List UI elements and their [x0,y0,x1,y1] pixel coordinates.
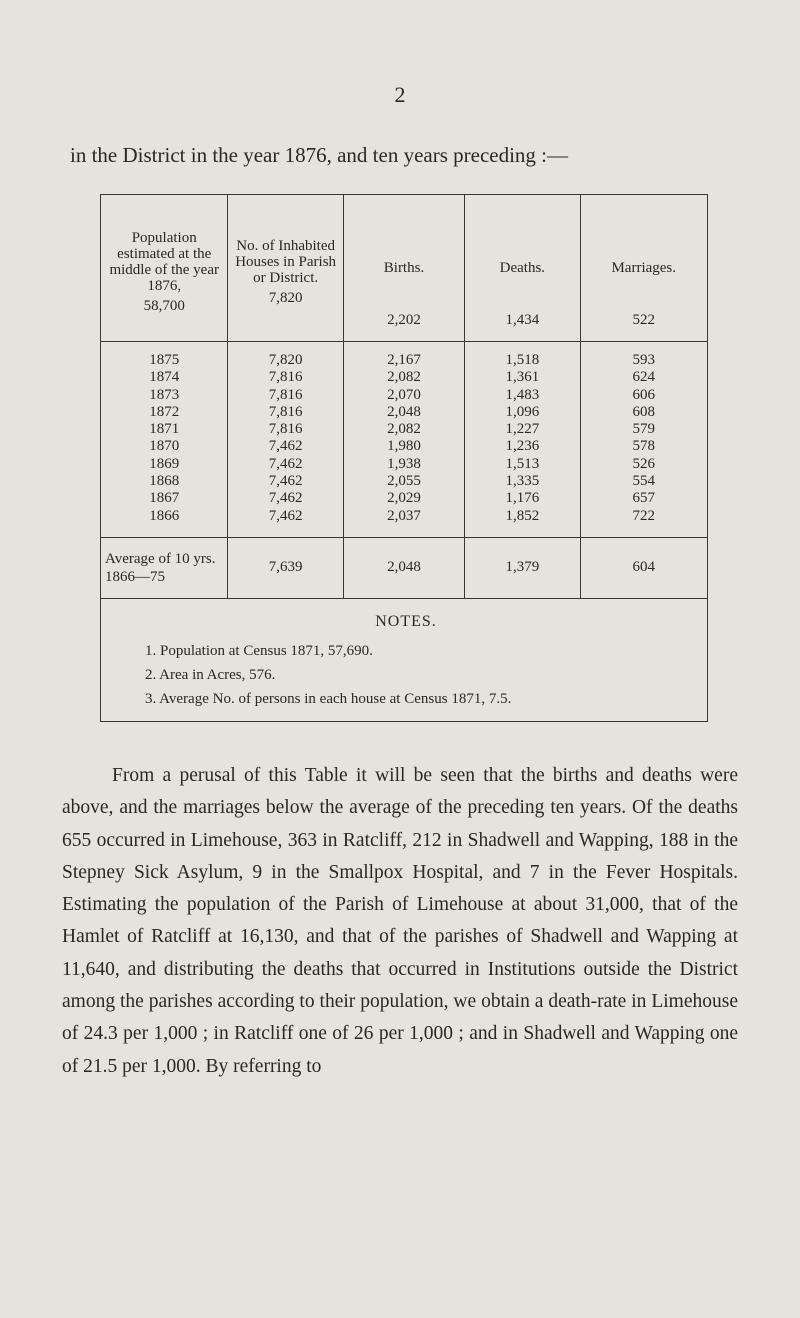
year-cell: 1871 [101,421,228,438]
average-row [101,537,708,598]
header-label: Marriages. [611,260,677,276]
table-row [101,387,708,404]
header-value: 58,700 [143,298,185,314]
table-row [101,490,708,507]
houses-cell: 7,816 [228,369,343,386]
header-marriages [580,195,707,342]
average-deaths: 1,379 [465,537,580,598]
marriages-cell: 657 [580,490,707,507]
deaths-cell: 1,518 [465,342,580,370]
births-cell: 1,938 [343,456,464,473]
table-row [101,421,708,438]
header-deaths [465,195,580,342]
births-cell: 2,167 [343,342,464,370]
marriages-cell: 722 [580,508,707,538]
births-cell: 2,029 [343,490,464,507]
average-births: 2,048 [343,537,464,598]
year-cell: 1870 [101,438,228,455]
deaths-cell: 1,176 [465,490,580,507]
deaths-cell: 1,852 [465,508,580,538]
houses-cell: 7,462 [228,508,343,538]
marriages-cell: 608 [580,404,707,421]
marriages-cell: 606 [580,387,707,404]
marriages-cell: 578 [580,438,707,455]
notes-section [101,598,708,721]
header-population [101,195,228,342]
marriages-cell: 593 [580,342,707,370]
houses-cell: 7,816 [228,421,343,438]
header-births [343,195,464,342]
body-paragraph: From a perusal of this Table it will be seen that the births and deaths were above, and the marriages below the average of the preceding ten years. Of the deaths 655 occurred in Limehouse, 363 in Ratcliff, 212 in Shadwell and Wapping, 188 in the Stepney Sick Asylum, 9 in the Smallpox Hospital, and 7 in the Fever Hospitals. Estimating the population of the Parish of Limehouse at about 31,000, that of the Hamlet of Ratcliff at 16,130, and that of the parishes of Shadwell and Wapping at 11,640, and distributing the deaths that occurred in Institutions outside the District among the parishes according to their population, we obtain a death-rate in Limehouse of 24.3 per 1,000 ; in Ratcliff one of 26 per 1,000 ; and in Shadwell and Wapping one of 21.5 per 1,000. By referring to [62,765,738,1077]
deaths-cell: 1,513 [465,456,580,473]
note-item: 1. Population at Census 1871, 57,690. [145,642,373,659]
header-value: 2,202 [387,312,421,328]
table-row [101,369,708,386]
header-value: 7,820 [268,290,303,306]
intro-line: in the District in the year 1876, and ten years preceding :— [70,143,569,167]
year-cell: 1875 [101,342,228,370]
note-item: 3. Average No. of persons in each house at Census 1871, 7.5. [145,690,512,707]
year-cell: 1868 [101,473,228,490]
deaths-cell: 1,227 [465,421,580,438]
table-header-row [101,195,708,342]
table-row [101,508,708,538]
year-cell: 1867 [101,490,228,507]
year-cell: 1872 [101,404,228,421]
year-cell: 1869 [101,456,228,473]
houses-cell: 7,462 [228,473,343,490]
deaths-cell: 1,483 [465,387,580,404]
births-cell: 2,070 [343,387,464,404]
births-cell: 2,082 [343,369,464,386]
marriages-cell: 554 [580,473,707,490]
statistics-table [100,194,708,722]
marriages-cell: 579 [580,421,707,438]
deaths-cell: 1,236 [465,438,580,455]
table-row [101,456,708,473]
notes-title: NOTES. [375,612,437,630]
header-value: 522 [632,312,655,328]
header-label: Population estimated at the middle of the year 1876, [109,230,219,294]
year-cell: 1873 [101,387,228,404]
year-cell: 1866 [101,508,228,538]
births-cell: 2,055 [343,473,464,490]
table-row [101,473,708,490]
births-cell: 1,980 [343,438,464,455]
average-marriages: 604 [580,537,707,598]
header-label: Deaths. [499,260,546,276]
average-label: Average of 10 yrs. 1866—75 [101,537,228,598]
deaths-cell: 1,361 [465,369,580,386]
table-row [101,342,708,370]
houses-cell: 7,462 [228,490,343,507]
header-label: No. of Inhabited Houses in Parish or District. [235,238,337,286]
average-houses: 7,639 [228,537,343,598]
houses-cell: 7,816 [228,404,343,421]
year-cell: 1874 [101,369,228,386]
header-houses [228,195,343,342]
births-cell: 2,048 [343,404,464,421]
header-label: Births. [383,260,425,276]
page-number: 2 [394,82,406,107]
marriages-cell: 624 [580,369,707,386]
houses-cell: 7,462 [228,456,343,473]
houses-cell: 7,820 [228,342,343,370]
note-item: 2. Area in Acres, 576. [145,666,276,683]
notes-row [101,598,708,721]
houses-cell: 7,462 [228,438,343,455]
births-cell: 2,037 [343,508,464,538]
deaths-cell: 1,335 [465,473,580,490]
deaths-cell: 1,096 [465,404,580,421]
houses-cell: 7,816 [228,387,343,404]
births-cell: 2,082 [343,421,464,438]
body-text [62,760,738,1083]
header-value: 1,434 [505,312,540,328]
table-row [101,438,708,455]
table-row [101,404,708,421]
marriages-cell: 526 [580,456,707,473]
